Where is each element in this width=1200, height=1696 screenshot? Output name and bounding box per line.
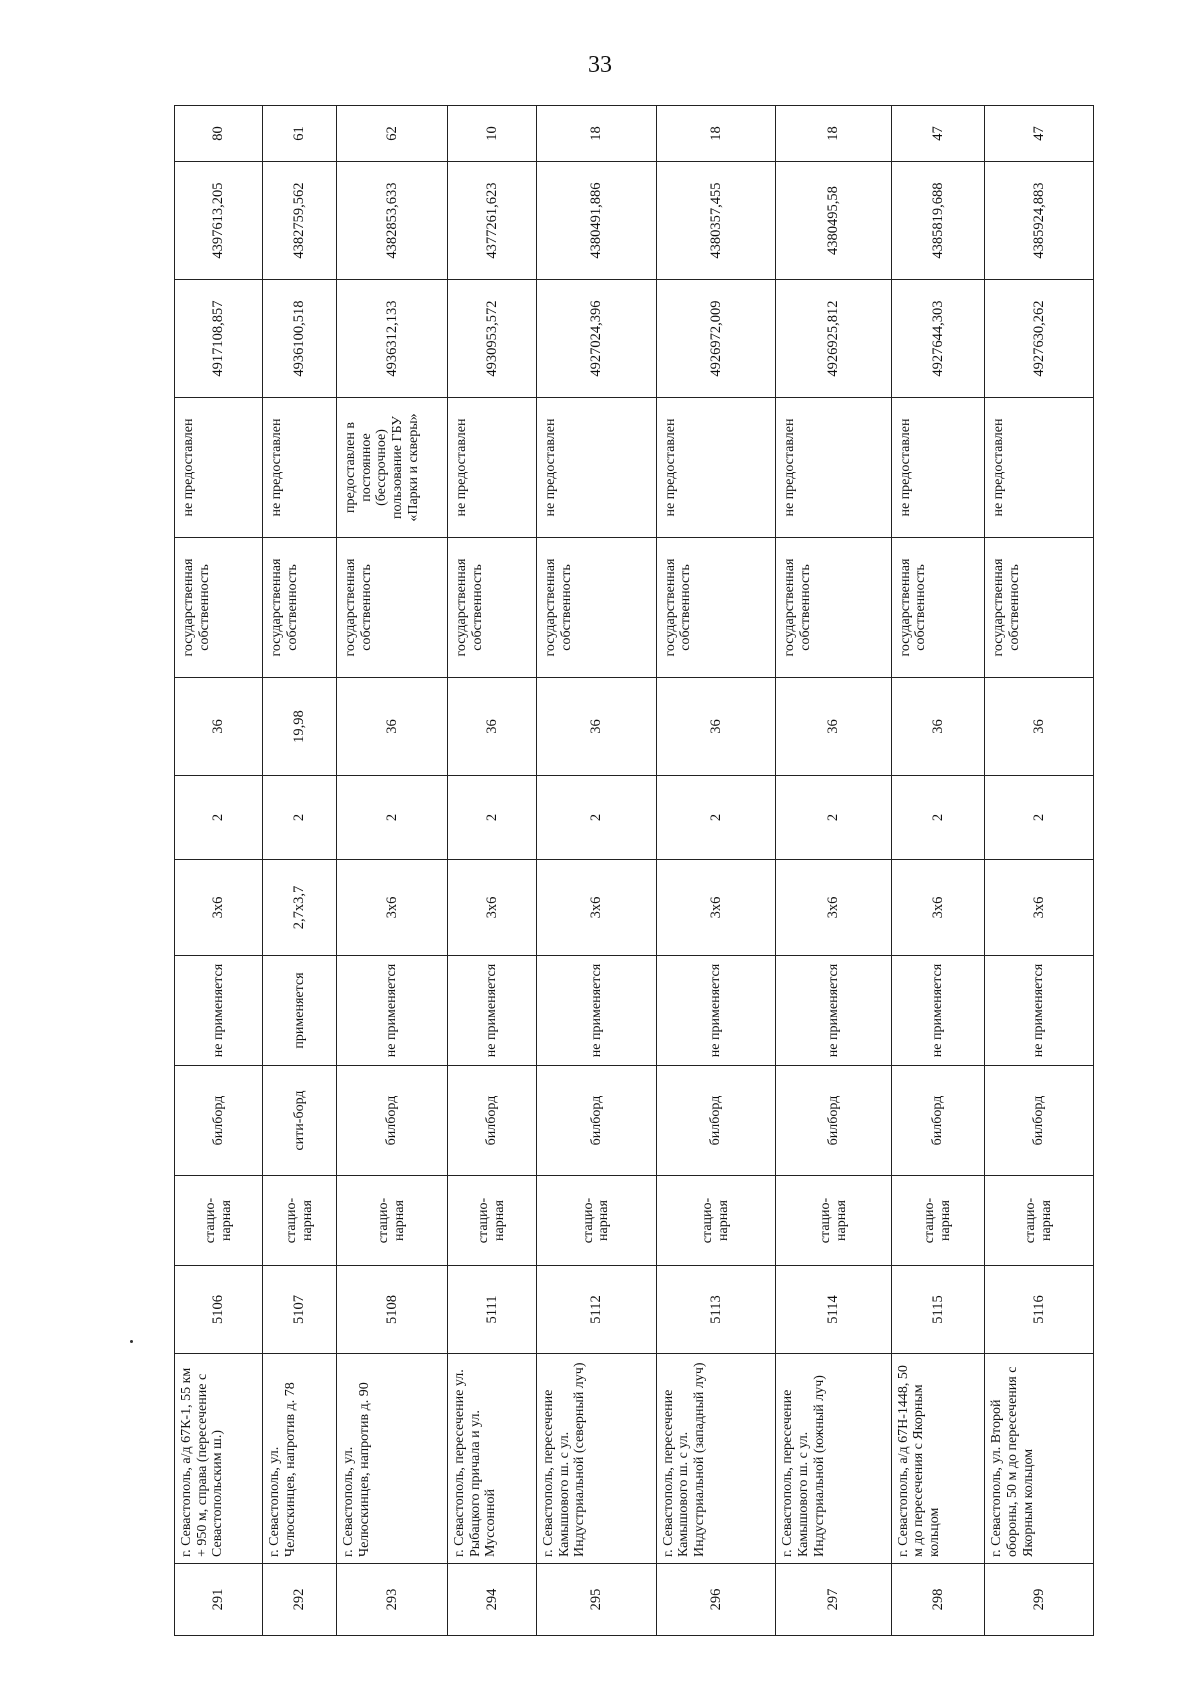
sides-cell: 2 (337, 776, 448, 860)
area-cell: 36 (447, 678, 536, 776)
construction-kind-cell: стацио-нарная (985, 1176, 1094, 1266)
last-value-cell: 18 (776, 106, 891, 162)
construction-type-cell: билборд (776, 1066, 891, 1176)
size-cell: 3х6 (656, 860, 776, 956)
address-cell: г. Севастополь, а/д 67Н-1448, 50 м до пересечения с Якорным кольцом (891, 1354, 985, 1564)
ownership-cell: государственная собственность (656, 538, 776, 678)
construction-type-cell: билборд (985, 1066, 1094, 1176)
coord-x-cell: 4927024,396 (537, 280, 657, 398)
code-cell: 5106 (175, 1266, 263, 1354)
address-cell: г. Севастополь, ул. Второй обороны, 50 м до пересечения с Якорным кольцом (985, 1354, 1094, 1564)
ownership-cell: государственная собственность (891, 538, 985, 678)
table-row (447, 106, 536, 1636)
land-status-cell: не предоставлен (175, 398, 263, 538)
sides-cell: 2 (891, 776, 985, 860)
size-cell: 3х6 (891, 860, 985, 956)
construction-type-cell: билборд (337, 1066, 448, 1176)
construction-type-cell: билборд (656, 1066, 776, 1176)
area-cell: 36 (537, 678, 657, 776)
size-cell: 3х6 (337, 860, 448, 956)
construction-kind-cell: стацио-нарная (263, 1176, 337, 1266)
ownership-cell: государственная собственность (263, 538, 337, 678)
coord-y-cell: 4385924,883 (985, 162, 1094, 280)
ownership-cell: государственная собственность (537, 538, 657, 678)
coord-x-cell: 4930953,572 (447, 280, 536, 398)
construction-type-cell: билборд (175, 1066, 263, 1176)
size-cell: 3х6 (175, 860, 263, 956)
construction-kind-cell: стацио-нарная (447, 1176, 536, 1266)
address-cell: г. Севастополь, пересечение Камышового ш. с ул. Индустриальной (южный луч) (776, 1354, 891, 1564)
land-status-cell: не предоставлен (656, 398, 776, 538)
construction-kind-cell: стацио-нарная (537, 1176, 657, 1266)
sides-cell: 2 (985, 776, 1094, 860)
coord-y-cell: 4380357,455 (656, 162, 776, 280)
last-value-cell: 80 (175, 106, 263, 162)
coord-y-cell: 4385819,688 (891, 162, 985, 280)
area-cell: 36 (175, 678, 263, 776)
area-cell: 36 (985, 678, 1094, 776)
page-number: 33 (588, 52, 612, 78)
table-row (985, 106, 1094, 1636)
last-value-cell: 18 (537, 106, 657, 162)
coord-y-cell: 4382853,633 (337, 162, 448, 280)
lighting-cell: не применяется (537, 956, 657, 1066)
area-cell: 36 (337, 678, 448, 776)
row-number: 293 (337, 1564, 448, 1636)
construction-kind-cell: стацио-нарная (337, 1176, 448, 1266)
row-number: 298 (891, 1564, 985, 1636)
construction-type-cell: билборд (891, 1066, 985, 1176)
sides-cell: 2 (776, 776, 891, 860)
ownership-cell: государственная собственность (337, 538, 448, 678)
ownership-cell: государственная собственность (447, 538, 536, 678)
row-number: 294 (447, 1564, 536, 1636)
construction-type-cell: билборд (447, 1066, 536, 1176)
code-cell: 5112 (537, 1266, 657, 1354)
land-status-cell: не предоставлен (776, 398, 891, 538)
coord-y-cell: 4380495,58 (776, 162, 891, 280)
last-value-cell: 62 (337, 106, 448, 162)
lighting-cell: не применяется (175, 956, 263, 1066)
coord-y-cell: 4380491,886 (537, 162, 657, 280)
table-row (656, 106, 776, 1636)
size-cell: 3х6 (776, 860, 891, 956)
sides-cell: 2 (656, 776, 776, 860)
construction-kind-cell: стацио-нарная (175, 1176, 263, 1266)
land-status-cell: не предоставлен (447, 398, 536, 538)
lighting-cell: не применяется (447, 956, 536, 1066)
address-cell: г. Севастополь, пересечение Камышового ш. с ул. Индустриальной (северный луч) (537, 1354, 657, 1564)
table-row (263, 106, 337, 1636)
land-status-cell: не предоставлен (263, 398, 337, 538)
row-number: 292 (263, 1564, 337, 1636)
row-number: 297 (776, 1564, 891, 1636)
coord-y-cell: 4377261,623 (447, 162, 536, 280)
last-value-cell: 10 (447, 106, 536, 162)
sides-cell: 2 (175, 776, 263, 860)
address-cell: г. Севастополь, пересечение ул. Рыбацкого причала и ул. Муссонной (447, 1354, 536, 1564)
placement-table (174, 105, 1094, 1636)
row-number: 299 (985, 1564, 1094, 1636)
construction-type-cell: билборд (537, 1066, 657, 1176)
table-row (776, 106, 891, 1636)
coord-x-cell: 4927644,303 (891, 280, 985, 398)
size-cell: 2,7х3,7 (263, 860, 337, 956)
lighting-cell: не применяется (656, 956, 776, 1066)
ownership-cell: государственная собственность (776, 538, 891, 678)
last-value-cell: 47 (891, 106, 985, 162)
lighting-cell: не применяется (776, 956, 891, 1066)
coord-y-cell: 4382759,562 (263, 162, 337, 280)
area-cell: 36 (891, 678, 985, 776)
table-row (891, 106, 985, 1636)
address-cell: г. Севастополь, пересечение Камышового ш. с ул. Индустриальной (западный луч) (656, 1354, 776, 1564)
code-cell: 5111 (447, 1266, 536, 1354)
row-number: 291 (175, 1564, 263, 1636)
last-value-cell: 61 (263, 106, 337, 162)
sides-cell: 2 (263, 776, 337, 860)
construction-kind-cell: стацио-нарная (656, 1176, 776, 1266)
ownership-cell: государственная собственность (985, 538, 1094, 678)
code-cell: 5107 (263, 1266, 337, 1354)
address-cell: г. Севастополь, ул. Челюскинцев, напротив д. 90 (337, 1354, 448, 1564)
code-cell: 5113 (656, 1266, 776, 1354)
coord-x-cell: 4936312,133 (337, 280, 448, 398)
ownership-cell: государственная собственность (175, 538, 263, 678)
address-cell: г. Севастополь, ул. Челюскинцев, напротив д. 78 (263, 1354, 337, 1564)
coord-y-cell: 4397613,205 (175, 162, 263, 280)
table-row (537, 106, 657, 1636)
rotated-table-wrapper (174, 106, 1094, 1636)
area-cell: 36 (656, 678, 776, 776)
coord-x-cell: 4926925,812 (776, 280, 891, 398)
last-value-cell: 18 (656, 106, 776, 162)
construction-kind-cell: стацио-нарная (891, 1176, 985, 1266)
table-row (175, 106, 263, 1636)
coord-x-cell: 4936100,518 (263, 280, 337, 398)
sides-cell: 2 (447, 776, 536, 860)
land-status-cell: предоставлен в постоянное (бессрочное) пользование ГБУ «Парки и скверы» (337, 398, 448, 538)
coord-x-cell: 4927630,262 (985, 280, 1094, 398)
land-status-cell: не предоставлен (537, 398, 657, 538)
code-cell: 5114 (776, 1266, 891, 1354)
scan-speck (130, 1340, 133, 1343)
size-cell: 3х6 (985, 860, 1094, 956)
code-cell: 5115 (891, 1266, 985, 1354)
land-status-cell: не предоставлен (891, 398, 985, 538)
land-status-cell: не предоставлен (985, 398, 1094, 538)
lighting-cell: применяется (263, 956, 337, 1066)
row-number: 296 (656, 1564, 776, 1636)
lighting-cell: не применяется (891, 956, 985, 1066)
size-cell: 3х6 (537, 860, 657, 956)
coord-x-cell: 4926972,009 (656, 280, 776, 398)
construction-kind-cell: стацио-нарная (776, 1176, 891, 1266)
table-row (337, 106, 448, 1636)
lighting-cell: не применяется (337, 956, 448, 1066)
area-cell: 19,98 (263, 678, 337, 776)
size-cell: 3х6 (447, 860, 536, 956)
lighting-cell: не применяется (985, 956, 1094, 1066)
construction-type-cell: сити-борд (263, 1066, 337, 1176)
coord-x-cell: 4917108,857 (175, 280, 263, 398)
code-cell: 5116 (985, 1266, 1094, 1354)
last-value-cell: 47 (985, 106, 1094, 162)
row-number: 295 (537, 1564, 657, 1636)
area-cell: 36 (776, 678, 891, 776)
sides-cell: 2 (537, 776, 657, 860)
address-cell: г. Севастополь, а/д 67К-1, 55 км + 950 м, справа (пересечение с Севастопольским ш.) (175, 1354, 263, 1564)
table-body (175, 106, 1094, 1636)
code-cell: 5108 (337, 1266, 448, 1354)
